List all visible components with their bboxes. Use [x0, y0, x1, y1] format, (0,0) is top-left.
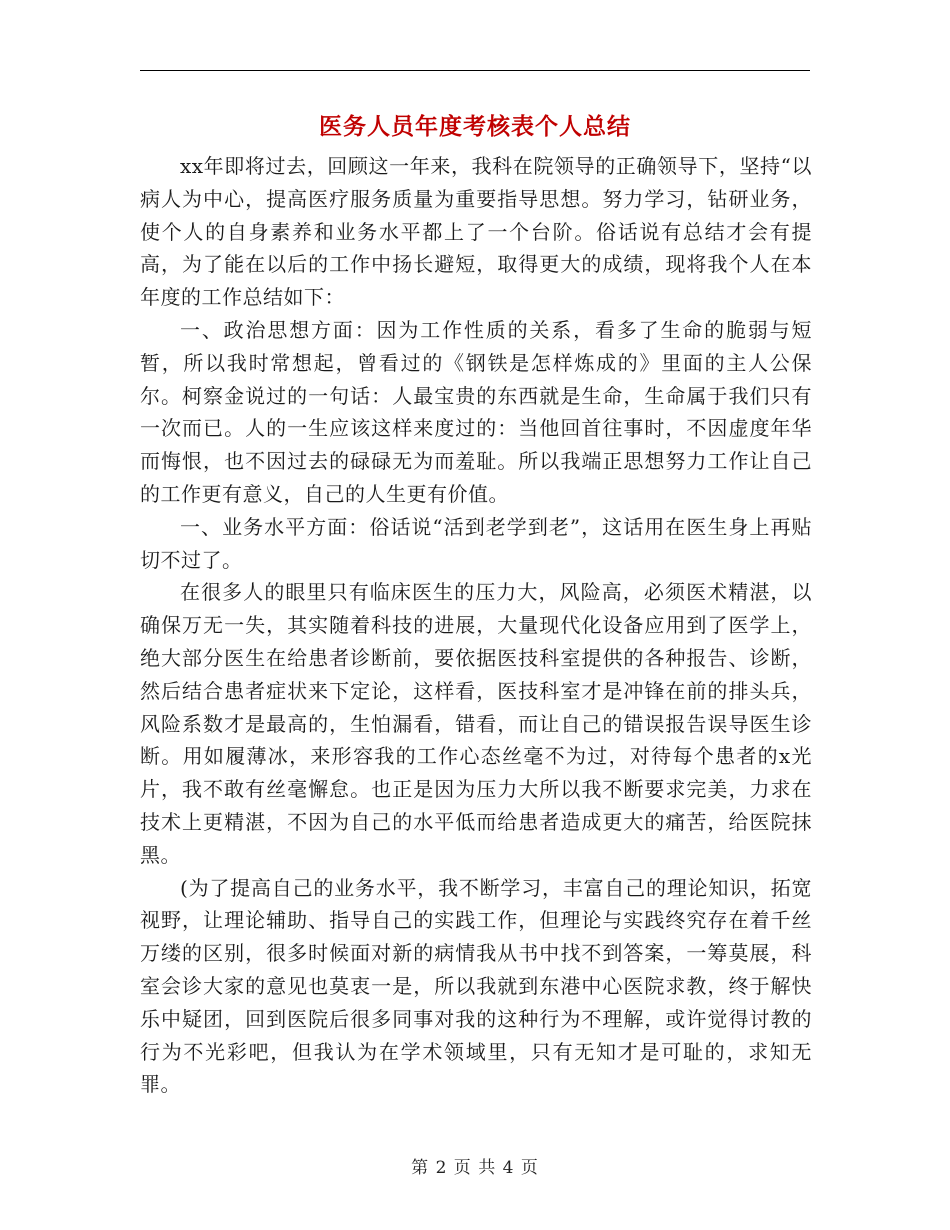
document-title: 医务人员年度考核表个人总结: [319, 114, 631, 140]
header-rule: [140, 70, 810, 71]
paragraph-intro: xx年即将过去，回顾这一年来，我科在院领导的正确领导下，坚持“以病人为中心，提高医疗服务质量为重要指导思想。努力学习，钻研业务，使个人的自身素养和业务水平都上了一个台阶。俗话说有总结才会有提高，为了能在以后的工作中扬长避短，取得更大的成绩，现将我个人在本年度的工作总结如下：: [140, 154, 812, 310]
document-body: [140, 150, 812, 1101]
paragraph-pressure: 在很多人的眼里只有临床医生的压力大，风险高，必须医术精湛，以确保万无一失，其实随着科技的进展，大量现代化设备应用到了医学上，绝大部分医生在给患者诊断前，要依据医技科室提供的各种报告、诊断，然后结合患者症状来下定论，这样看，医技科室才是冲锋在前的排头兵，风险系数才是最高的，生怕漏看，错看，而让自己的错误报告误导医生诊断。用如履薄冰，来形容我的工作心态丝毫不为过，对待每个患者的x光片，我不敢有丝毫懈怠。也正是因为压力大所以我不断要求完美，力求在技术上更精湛，不因为自己的水平低而给患者造成更大的痛苦，给医院抹黑。: [140, 580, 812, 867]
paragraph-professional-level: 一、业务水平方面：俗话说“活到老学到老”，这话用在医生身上再贴切不过了。: [140, 514, 812, 572]
page-number: 第 2 页 共 4 页: [411, 1158, 539, 1178]
paragraph-political-thought: 一、政治思想方面：因为工作性质的关系，看多了生命的脆弱与短暂，所以我时常想起，曾看过的《钢铁是怎样炼成的》里面的主人公保尔。柯察金说过的一句话：人最宝贵的东西就是生命，生命属于我们只有一次而已。人的一生应该这样来度过的：当他回首往事时，不因虚度年华而悔恨，也不因过去的碌碌无为而羞耻。所以我端正思想努力工作让自己的工作更有意义，自己的人生更有价值。: [140, 317, 812, 506]
paragraph-learning: (为了提高自己的业务水平，我不断学习，丰富自己的理论知识，拓宽视野，让理论辅助、指导自己的实践工作，但理论与实践终究存在着千丝万缕的区别，很多时候面对新的病情我从书中找不到答案，一筹莫展，科室会诊大家的意见也莫衷一是，所以我就到东港中心医院求教，终于解快乐中疑团，回到医院后很多同事对我的这种行为不理解，或许觉得讨教的行为不光彩吧，但我认为在学术领域里，只有无知才是可耻的，求知无罪。: [140, 875, 812, 1097]
